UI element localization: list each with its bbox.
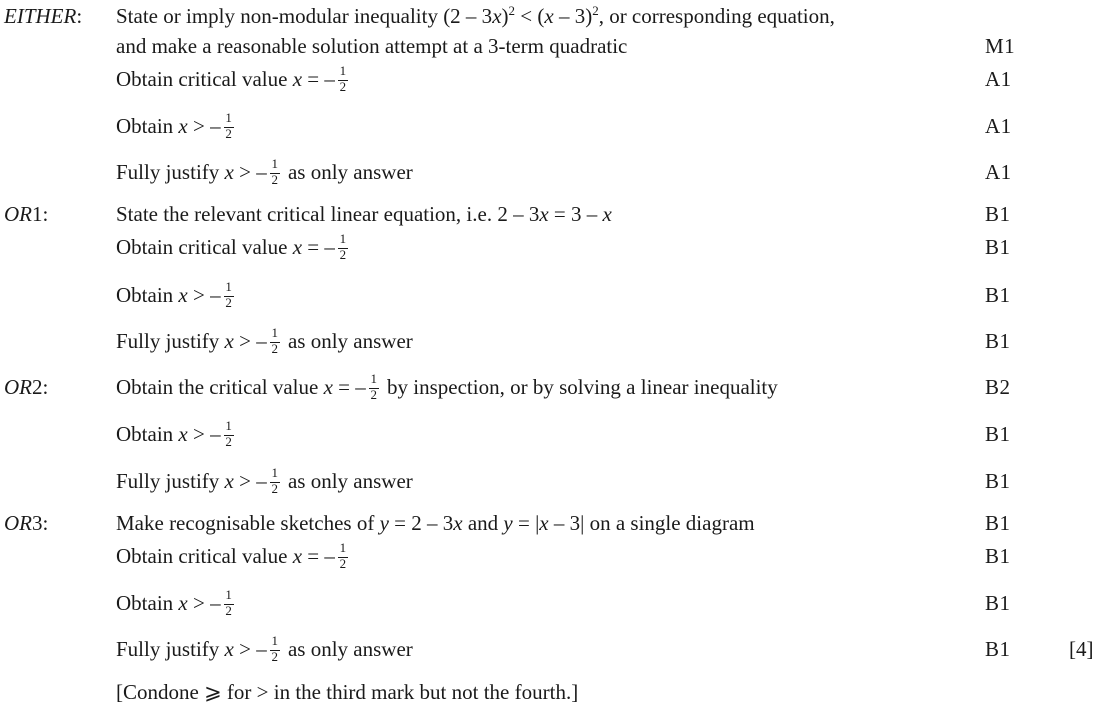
either-line-5 [0, 156, 1100, 187]
note-text: [Condone ⩾ for > in the third mark but not the fourth.] [116, 680, 579, 704]
step-text: Fully justify x > – $\frac{1}{2}$ as only answer [116, 465, 413, 496]
or1-line-1 [0, 201, 1100, 227]
mark-code: B1 [985, 511, 1011, 535]
mark-code: A1 [985, 67, 1012, 91]
or1-line-4 [0, 325, 1100, 356]
either-line-2 [0, 33, 1100, 59]
mark-code: B1 [985, 283, 1011, 307]
fraction-half: $\frac{1}{2}$ [225, 279, 232, 310]
step-text: Fully justify x > – $\frac{1}{2}$ as only answer [116, 156, 413, 187]
mark-code: M1 [985, 34, 1016, 58]
step-text: Obtain x > – $\frac{1}{2}$ [116, 113, 237, 139]
or2-line-3 [0, 465, 1100, 496]
or1-line-3 [0, 279, 1100, 310]
step-text: Obtain x > – $\frac{1}{2}$ [116, 282, 237, 308]
or3-line-2 [0, 540, 1100, 571]
fraction-half: $\frac{1}{2}$ [339, 540, 347, 571]
or3-line-4 [0, 633, 1100, 664]
fraction-half: $\frac{1}{2}$ [271, 156, 278, 187]
mark-code: B1 [985, 202, 1011, 226]
fraction-half: $\frac{1}{2}$ [225, 110, 232, 141]
fraction-half: $\frac{1}{2}$ [271, 465, 278, 496]
fraction-half: $\frac{1}{2}$ [225, 587, 232, 618]
mark-code: B1 [985, 235, 1011, 259]
step-text: Obtain critical value x = – $\frac{1}{2}$ [116, 234, 351, 260]
fraction-half: $\frac{1}{2}$ [271, 325, 278, 356]
step-text: Fully justify x > – $\frac{1}{2}$ as only answer [116, 325, 413, 356]
either-line-4 [0, 110, 1100, 141]
mark-code: B1 [985, 591, 1011, 615]
fraction-half: $\frac{1}{2}$ [339, 63, 347, 94]
step-text: Obtain critical value x = – $\frac{1}{2}$ [116, 543, 351, 569]
mark-code: B1 [985, 469, 1011, 493]
fraction-half: $\frac{1}{2}$ [339, 231, 347, 262]
section-label-either: EITHER: [4, 4, 83, 28]
mark-code: B1 [985, 422, 1011, 446]
either-line-1 [0, 3, 1100, 29]
or1-line-2 [0, 231, 1100, 262]
step-text: Obtain x > – $\frac{1}{2}$ [116, 421, 237, 447]
section-label-or3: OR3: [4, 511, 49, 535]
or3-line-1 [0, 510, 1100, 536]
either-line-3 [0, 63, 1100, 94]
step-text: State or imply non-modular inequality (2 – 3x)$^2$ < (x – 3)$^2$, or corresponding equation, [116, 3, 835, 28]
mark-code: B1 [985, 544, 1011, 568]
mark-code: B1 [985, 637, 1011, 661]
step-text: Obtain x > – $\frac{1}{2}$ [116, 590, 237, 616]
mark-code: B2 [985, 375, 1011, 399]
total-marks: [4] [1069, 637, 1094, 661]
mark-code: B1 [985, 329, 1011, 353]
fraction-half: $\frac{1}{2}$ [271, 633, 278, 664]
step-text: and make a reasonable solution attempt at a 3-term quadratic [116, 34, 628, 58]
step-text: Obtain critical value x = – $\frac{1}{2}$ [116, 66, 351, 92]
condone-note [0, 679, 1100, 705]
step-text: Fully justify x > – $\frac{1}{2}$ as only answer [116, 633, 413, 664]
mark-code: A1 [985, 114, 1012, 138]
mark-code: A1 [985, 160, 1012, 184]
fraction-half: $\frac{1}{2}$ [370, 371, 378, 402]
step-text: Make recognisable sketches of y = 2 – 3x and y = |x – 3| on a single diagram [116, 511, 755, 535]
fraction-half: $\frac{1}{2}$ [225, 418, 232, 449]
section-label-or1: OR1: [4, 202, 49, 226]
section-label-or2: OR2: [4, 375, 49, 399]
or3-line-3 [0, 587, 1100, 618]
or2-line-1 [0, 371, 1100, 402]
step-text: Obtain the critical value x = – $\frac{1}{2}$ by inspection, or by solving a linear inequality [116, 371, 778, 402]
step-text: State the relevant critical linear equation, i.e. 2 – 3x = 3 – x [116, 202, 612, 226]
or2-line-2 [0, 418, 1100, 449]
